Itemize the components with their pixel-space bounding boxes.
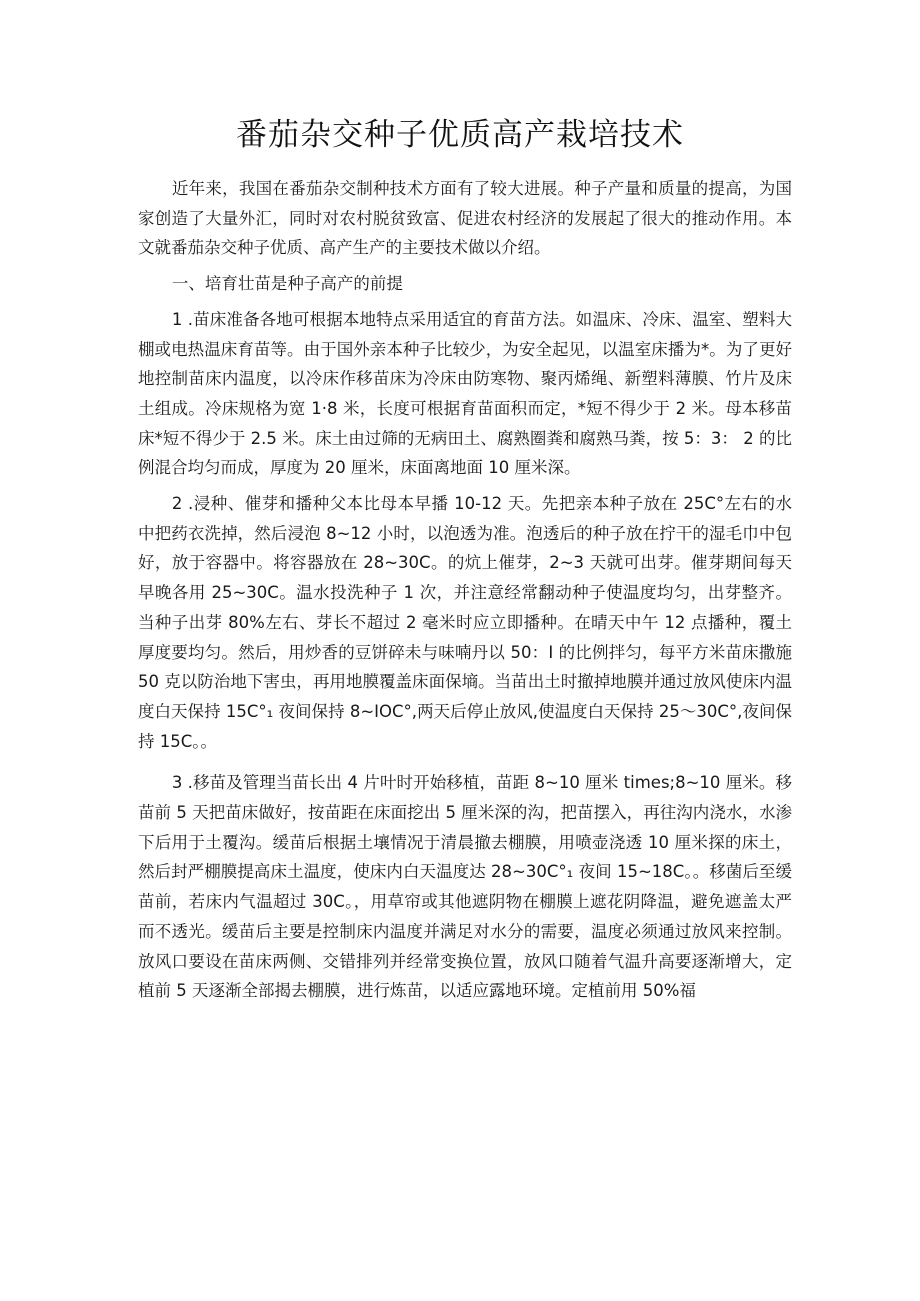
document-body — [138, 174, 792, 1006]
document-title: 番茄杂交种子优质高产栽培技术 — [236, 117, 684, 153]
paragraph-item-1: 1 .苗床准备各地可根据本地特点采用适宜的育苗方法。如温床、冷床、温室、塑料大棚或电热温床育苗等。由于国外亲本种子比较少，为安全起见，以温室床播为*。为了更好地控制苗床内温度，以冷床作移苗床为冷床由防寒物、聚丙烯绳、新塑料薄膜、竹片及床土组成。冷床规格为宽 1·8 米，长度可根据育苗面积而定，*短不得少于 2 米。母本移苗床*短不得少于 2.5 米。床土由过筛的无病田土、腐熟圈粪和腐熟马粪，按 5：3： 2 的比例混合均匀而成，厚度为 20 厘米，床面离地面 10 厘米深。 — [138, 309, 792, 478]
paragraph-item-3: 3 .移苗及管理当苗长出 4 片叶时开始移植，苗距 8~10 厘米 times;8~10 厘米。移苗前 5 天把苗床做好，按苗距在床面挖出 5 厘米深的沟，把苗摆入，再往沟内浇水，水渗下后用于土覆沟。缓苗后根据土壤情况于清晨撤去棚膜，用喷壶浇透 10 厘米探的床土，然后封严棚膜提高床土温度，使床内白天温度达 28~30C°₁ 夜间 15~18C。。移菌后至缓苗前，若床内气温超过 30C。，用草帘或其他遮阴物在棚膜上遮花阴降温，避免遮盖太严而不透光。缓苗后主要是控制床内温度并满足对水分的需要，温度必须通过放风来控制。放风口要设在苗床两侧、交错排列并经常变换位置，放风口随着气温升高要逐渐增大，定植前 5 天逐渐全部揭去棚膜，进行炼苗，以适应露地环境。定植前用 50%福 — [138, 773, 792, 1001]
section-heading-1: 一、培育壮苗是种子高产的前提 — [171, 274, 403, 294]
intro-paragraph: 近年来，我国在番茄杂交制种技术方面有了较大进展。种子产量和质量的提高，为国家创造了大量外汇，同时对农村脱贫致富、促进农村经济的发展起了很大的推动作用。本文就番茄杂交种子优质、高产生产的主要技术做以介绍。 — [138, 179, 792, 258]
paragraph-item-2: 2 .浸种、催芽和播种父本比母本早播 10-12 天。先把亲本种子放在 25C°左右的水中把药衣洗掉，然后浸泡 8~12 小时，以泡透为准。泡透后的种子放在拧干的湿毛巾中包好，放于容器中。将容器放在 28~30C。的炕上催芽，2~3 天就可出芽。催芽期间每天早晚各用 25~30C。温水投洗种子 1 次，并注意经常翻动种子使温度均匀，出芽整齐。当种子出芽 80%左右、芽长不超过 2 毫米时应立即播种。在晴天中午 12 点播种，覆土厚度要均匀。然后，用炒香的豆饼碎未与味喃丹以 50：I 的比例拌匀，每平方米苗床撒施 50 克以防治地下害虫，再用地膜覆盖床面保墒。当苗出土时撤掉地膜并通过放风使床内温度白天保持 15C°₁ 夜间保持 8~IOC°,两天后停止放风,使温度白天保持 25～30C°,夜间保持 15C。。 — [138, 494, 792, 751]
